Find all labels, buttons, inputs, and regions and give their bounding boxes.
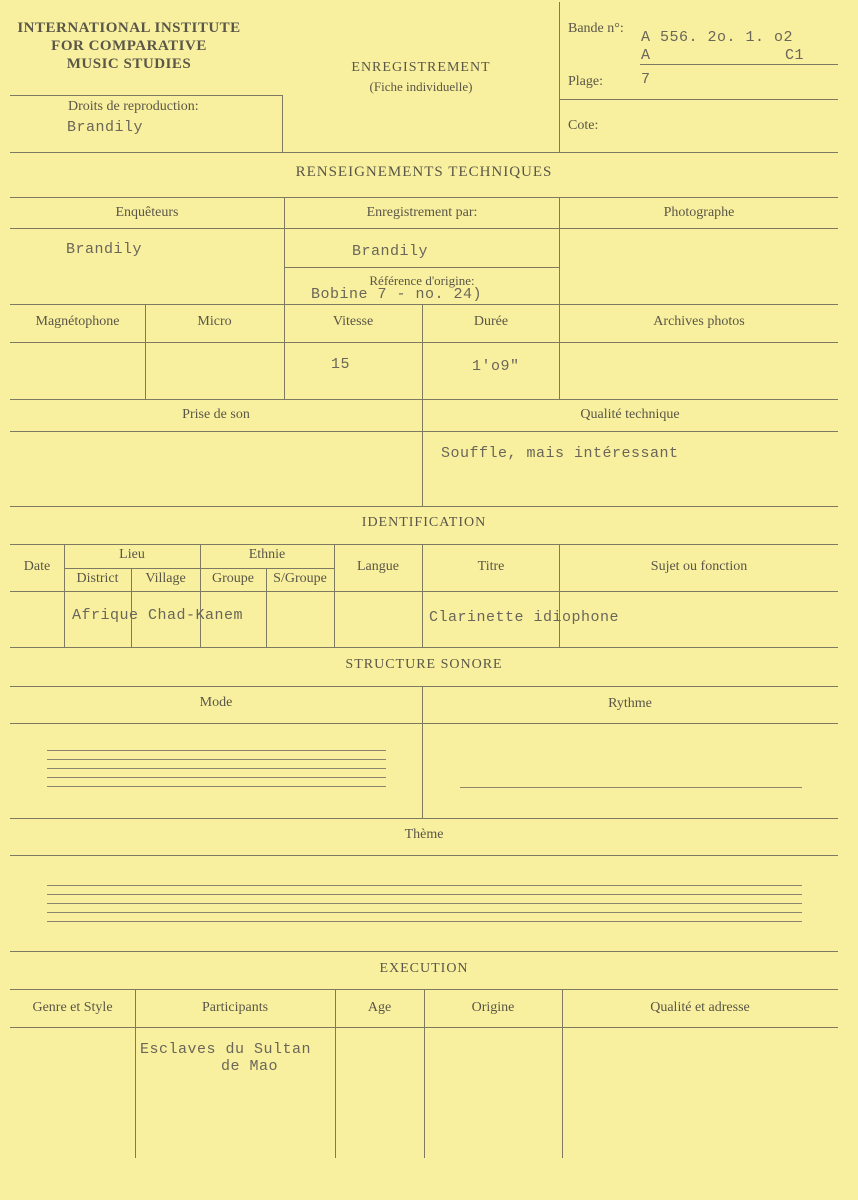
divider — [10, 399, 838, 400]
divider — [559, 197, 560, 399]
plage-value: 7 — [641, 71, 651, 88]
origine-label: Origine — [471, 1000, 515, 1015]
staff-line — [47, 786, 386, 787]
rights-label: Droits de reproduction: — [68, 99, 199, 114]
sgroupe-label: S/Groupe — [273, 571, 327, 586]
bande-label: Bande n°: — [568, 21, 624, 36]
staff-line — [47, 777, 386, 778]
staff-line — [47, 894, 802, 895]
divider — [64, 544, 65, 647]
divider — [10, 304, 838, 305]
divider — [560, 99, 838, 100]
date-label: Date — [23, 559, 51, 574]
ethnie-label: Ethnie — [248, 547, 286, 562]
divider — [200, 544, 201, 647]
archives-label: Archives photos — [653, 314, 745, 329]
divider — [10, 342, 838, 343]
enregistrement-label: Enregistrement par: — [366, 205, 478, 220]
rythme-label: Rythme — [608, 696, 652, 711]
divider — [10, 152, 838, 153]
form-subtitle: (Fiche individuelle) — [369, 79, 473, 94]
enqueteurs-label: Enquêteurs — [115, 205, 179, 220]
form-title: ENREGISTREMENT — [351, 60, 491, 75]
divider — [559, 544, 560, 647]
participants-label: Participants — [201, 1000, 269, 1015]
bande-value-3: C1 — [785, 47, 805, 64]
divider — [10, 228, 838, 229]
vitesse-value: 15 — [331, 356, 351, 373]
staff-line — [47, 885, 802, 886]
plage-label: Plage: — [568, 74, 603, 89]
section-title-structure: STRUCTURE SONORE — [345, 657, 503, 672]
reference-value: Bobine 7 - no. 24) — [311, 286, 483, 303]
district-label: District — [76, 571, 119, 586]
divider — [284, 267, 560, 268]
enqueteurs-value: Brandily — [66, 241, 143, 258]
institute-line-1: INTERNATIONAL INSTITUTE — [17, 20, 241, 36]
sujet-label: Sujet ou fonction — [650, 559, 748, 574]
staff-line — [47, 912, 802, 913]
divider — [10, 431, 838, 432]
divider — [284, 197, 285, 399]
staff-line — [47, 903, 802, 904]
divider — [422, 304, 423, 506]
bande-value-2: A — [641, 47, 651, 64]
staff-line — [47, 750, 386, 751]
divider — [562, 989, 563, 1158]
genre-label: Genre et Style — [32, 1000, 113, 1015]
divider — [334, 544, 335, 647]
participants-value-1: Esclaves du Sultan — [140, 1041, 312, 1058]
divider — [282, 95, 283, 152]
divider — [10, 723, 838, 724]
theme-label: Thème — [404, 827, 444, 842]
qualite-adresse-label: Qualité et adresse — [650, 1000, 750, 1015]
bande-value-1: A 556. 2o. 1. o2 — [641, 29, 794, 46]
institute-line-3: MUSIC STUDIES — [66, 56, 192, 72]
section-title-technique: RENSEIGNEMENTS TECHNIQUES — [295, 164, 553, 180]
prise-de-son-label: Prise de son — [182, 407, 250, 422]
divider — [424, 989, 425, 1158]
cote-label: Cote: — [568, 118, 599, 133]
titre-value: Clarinette idiophone — [429, 609, 620, 626]
divider — [10, 647, 838, 648]
reference-label: Référence d'origine: — [369, 273, 475, 288]
rhythm-line — [460, 787, 802, 788]
divider — [640, 64, 838, 65]
divider — [64, 568, 334, 569]
section-title-execution: EXECUTION — [379, 961, 469, 976]
participants-value-2: de Mao — [221, 1058, 279, 1075]
duree-label: Durée — [473, 314, 509, 329]
divider — [10, 818, 838, 819]
langue-label: Langue — [357, 559, 399, 574]
divider — [559, 2, 560, 152]
staff-line — [47, 768, 386, 769]
enregistrement-value: Brandily — [352, 243, 429, 260]
groupe-label: Groupe — [212, 571, 254, 586]
micro-label: Micro — [197, 314, 232, 329]
divider — [10, 855, 838, 856]
divider — [10, 197, 838, 198]
divider — [10, 544, 838, 545]
institute-line-2: FOR COMPARATIVE — [51, 38, 207, 54]
divider — [10, 951, 838, 952]
divider — [10, 506, 838, 507]
duree-value: 1'o9" — [472, 358, 520, 375]
divider — [266, 568, 267, 647]
magnetophone-label: Magnétophone — [35, 314, 120, 329]
divider — [145, 304, 146, 399]
titre-label: Titre — [477, 559, 505, 574]
age-label: Age — [367, 1000, 392, 1015]
photographe-label: Photographe — [663, 205, 735, 220]
rights-value: Brandily — [67, 119, 144, 136]
qualite-technique-label: Qualité technique — [580, 407, 680, 422]
divider — [422, 544, 423, 647]
divider — [10, 686, 838, 687]
staff-line — [47, 759, 386, 760]
section-title-identification: IDENTIFICATION — [361, 515, 487, 530]
lieu-label: Lieu — [119, 547, 145, 562]
divider — [10, 591, 838, 592]
divider — [422, 686, 423, 818]
qualite-technique-value: Souffle, mais intéressant — [441, 445, 679, 462]
divider — [335, 989, 336, 1158]
lieu-value: Afrique Chad-Kanem — [72, 607, 244, 624]
vitesse-label: Vitesse — [332, 314, 374, 329]
village-label: Village — [145, 571, 186, 586]
staff-line — [47, 921, 802, 922]
mode-label: Mode — [199, 695, 233, 710]
divider — [135, 989, 136, 1158]
divider — [10, 95, 283, 96]
